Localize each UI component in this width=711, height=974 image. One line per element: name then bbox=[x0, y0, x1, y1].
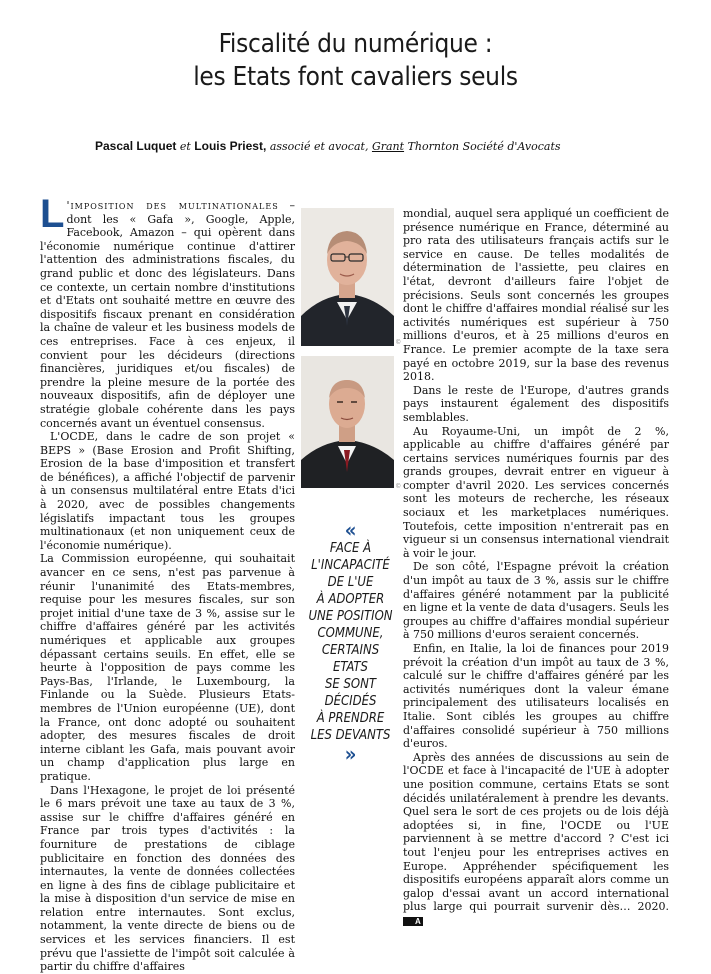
paragraph: Enfin, en Italie, la loi de finances pour 2019 prévoit la création d'un impôt au taux de 3 %, calculé sur le chiffre d'affaires généré par les activités numériques dont la valeur émane principalement des utilisateurs localisés en Italie. Sont ciblés les groupes au chiffre d'affaires consolidé supérieur à 750 millions d'euros. bbox=[403, 642, 669, 751]
paragraph: Au Royaume-Uni, un impôt de 2 %, applicable au chiffre d'affaires généré par certains services numériques fournis par des grands groupes, devrait entrer en vigueur à compter d'avril 2020. Les services concernés sont les moteurs de recherche, les réseaux sociaux et les marketplaces numériques. Toutefois, cette imposition n'entrerait pas en vigueur si un consensus international viendrait à voir le jour. bbox=[403, 424, 669, 560]
author-photo-louis-priest bbox=[301, 356, 394, 488]
paragraph: Dans l'Hexagone, le projet de loi présenté le 6 mars prévoit une taxe au taux de 3 %, assise sur le chiffre d'affaires généré en France par trois types d'activités : la fourniture de prestations de ciblage publicitaire en fonction des données des internautes, la vente de données collectées en ligne à des fins de ciblage publicitaire et la mise à disposition d'un service de mise en relation entre internautes. Sont exclus, notamment, la vente directe de biens ou de services et les services financiers. Il est prévu que l'assiette de l'impôt soit calculée à partir du chiffre d'affaires bbox=[40, 783, 295, 974]
byline-and: et bbox=[179, 140, 191, 153]
lead-in: 'imposition des multinationales bbox=[66, 199, 279, 212]
author-2: Louis Priest, bbox=[194, 139, 267, 153]
pull-quote-line: À ADOPTER bbox=[316, 592, 385, 607]
pull-quote-line: À PRENDRE bbox=[316, 711, 385, 726]
quote-open-mark: « bbox=[344, 518, 357, 542]
firm-name: Thornton Société d'Avocats bbox=[407, 140, 561, 153]
pull-quote-line: COMMUNE, bbox=[317, 626, 384, 641]
article-column-1 bbox=[40, 192, 295, 974]
title-line-1: Fiscalité du numérique : bbox=[218, 29, 493, 59]
paragraph bbox=[403, 751, 669, 928]
pull-quote-line: DE L'UE bbox=[327, 575, 374, 590]
article-title bbox=[0, 28, 711, 94]
quote-close-mark: » bbox=[344, 742, 357, 766]
author-photo-pascal-luquet bbox=[301, 208, 394, 346]
title-line-2: les Etats font cavaliers seuls bbox=[193, 62, 518, 92]
pull-quote-line: LES DEVANTS bbox=[310, 728, 391, 743]
author-1: Pascal Luquet bbox=[95, 139, 177, 153]
paragraph bbox=[40, 192, 295, 430]
end-mark-icon: A bbox=[403, 917, 423, 926]
paragraph: Dans le reste de l'Europe, d'autres grands pays instaurent également des dispositifs semblables. bbox=[403, 383, 669, 424]
paragraph: De son côté, l'Espagne prévoit la création d'un impôt au taux de 3 %, assis sur le chiffre d'affaires généré notamment par la publicité en ligne et la vente de data d'usagers. Seuls les groupes au chiffre d'affaires mondial supérieur à 750 millions d'euros seraient concernés. bbox=[403, 560, 669, 642]
paragraph: L'OCDE, dans le cadre de son projet « BEPS » (Base Erosion and Profit Shifting, Erosion de la base d'imposition et transfert de bénéfices), a affiché l'objectif de parvenir à un consensus multilatéral entre Etats d'ici à 2020, avec de possibles changements législatifs impactant tous les groupes multinationaux (et non uniquement ceux de l'économie numérique). bbox=[40, 430, 295, 552]
byline bbox=[95, 139, 675, 153]
author-role: associé et avocat, bbox=[269, 140, 369, 153]
pull-quote-line: SE SONT DÉCIDÉS bbox=[324, 677, 377, 709]
paragraph-text: Après des années de discussions au sein de l'OCDE et face à l'incapacité de l'UE à adopter une position commune, certains Etats se sont décidés unilatéralement à prendre les devants. Quel sera le sort de ces projets ou de lois déjà adoptées si, in fine, l'OCDE ou l'UE parviennent à se mettre d'accord ? C'est ici tout l'enjeu pour les entreprises actives en Europe. Appréhender spécifiquement les dispositifs européens apparaît alors comme un galop d'essai avant un accord international plus large qui pourrait survenir dès… 2020. bbox=[403, 750, 669, 914]
paragraph: mondial, auquel sera appliqué un coefficient de présence numérique en France, déterminé au pro rata des utilisateurs français actifs sur le service en cause. De telles modalités de détermination de l'assiette, peu claires en l'état, devront d'ailleurs faire l'objet de précisions. Seuls sont concernés les groupes dont le chiffre d'affaires mondial réalisé sur les activités numériques est supérieur à 750 millions d'euros, et à 25 millions d'euros en France. Le premier acompte de la taxe sera payé en octobre 2019, sur la base des revenus 2018. bbox=[403, 207, 669, 384]
paragraph: La Commission européenne, qui souhaitait avancer en ce sens, n'est pas parvenue à réunir l'unanimité des Etats-membres, requise pour les mesures fiscales, sur son projet initial d'une taxe de 3 %, assise sur le chiffre d'affaires généré par les activités numériques et applicable aux groupes dépassant certains seuils. En effet, elle se heurte à l'opposition de pays comme les Pays-Bas, l'Irlande, le Luxembourg, la Finlande ou la Suède. Plusieurs Etats-membres de l'Union européenne (UE), dont la France, ont donc adopté ou souhaitent adopter, des mesures fiscales de droit interne ciblant les Gafa, mais pouvant avoir un champ d'application plus large en pratique. bbox=[40, 552, 295, 783]
photo-credit-1: © bbox=[396, 340, 401, 346]
pull-quote-line: CERTAINS ETATS bbox=[321, 643, 380, 675]
pull-quote-line: UNE POSITION bbox=[308, 609, 393, 624]
paragraph-text: – dont les « Gafa », Google, Apple, Facebook, Amazon – qui opèrent dans l'économie numérique continue d'attirer l'attention des administrations fiscales, du grand public et donc des législateurs. Dans ce contexte, un certain nombre d'institutions et d'Etats ont souhaité mettre en œuvre des dispositifs fiscaux prenant en considération la chaîne de valeur et les business models de ces entreprises. Face à ces enjeux, il convient pour les décideurs (directions financières, juridiques et/ou fiscales) de prendre la pleine mesure de la portée des nouveaux dispositifs, afin de déployer une stratégie globale cohérente dans les pays concernés avant un éventuel consensus. bbox=[40, 199, 295, 430]
article-column-2 bbox=[403, 207, 669, 927]
drop-cap: L bbox=[40, 192, 65, 236]
pull-quote bbox=[303, 520, 398, 764]
firm-name-underlined: Grant bbox=[371, 140, 405, 153]
pull-quote-line: FACE À bbox=[329, 541, 372, 556]
pull-quote-line: L'INCAPACITÉ bbox=[311, 558, 390, 573]
photo-credit-2: © bbox=[396, 484, 401, 490]
